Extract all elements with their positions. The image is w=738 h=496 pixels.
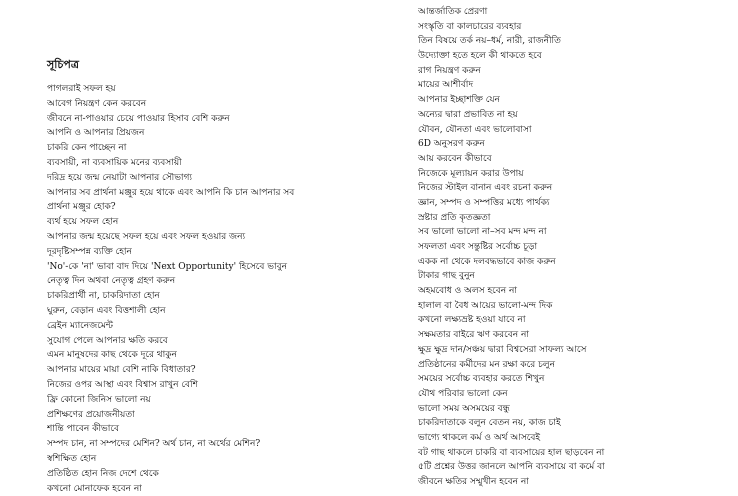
toc-item[interactable]: উদ্যোক্তা হতে হলে কী থাকতে হবে bbox=[418, 51, 542, 62]
toc-item[interactable]: স্রষ্টার প্রতি কৃতজ্ঞতা bbox=[418, 212, 491, 223]
toc-item[interactable]: দূরদৃষ্টিসম্পন্ন ব্যক্তি হোন bbox=[47, 246, 132, 257]
toc-item[interactable]: আপনি ও আপনার প্রিয়জন bbox=[47, 128, 145, 139]
toc-item[interactable]: ঘুরুন, বেড়ান এবং বিত্তশালী হোন bbox=[47, 305, 166, 316]
toc-item[interactable]: সক্ষমতার বাইরে ঋণ করবেন না bbox=[418, 330, 529, 341]
toc-item[interactable]: নিজেকে মূল্যায়ন করার উপায় bbox=[418, 168, 524, 179]
toc-item[interactable]: জ্ঞান, সম্পদ ও সম্পত্তির মধ্যে পার্থক্য bbox=[418, 197, 550, 208]
toc-item[interactable]: আপনার জন্ম হয়েছে সফল হয়ে এবং সফল হওয়ার জন্য bbox=[47, 231, 246, 242]
toc-item[interactable]: হালাল বা বৈধ আয়ের ভালো-মন্দ দিক bbox=[418, 300, 553, 311]
toc-item[interactable]: কখনো লক্ষ্যভ্রষ্ট হওয়া যাবে না bbox=[418, 315, 526, 326]
toc-item[interactable]: ৫টি প্রশ্নের উত্তর জানলে আপনি ব্যবসায়ে বা কর্মে বা bbox=[418, 462, 605, 473]
toc-item[interactable]: আয় করবেন কীভাবে bbox=[418, 153, 492, 164]
toc-item[interactable]: ফ্রি কোনো জিনিস ভালো নয় bbox=[47, 394, 151, 405]
toc-item[interactable]: তিন বিষয়ে তর্ক নয়–ধর্ম, নারী, রাজনীতি bbox=[418, 36, 561, 47]
toc-item[interactable]: শান্তি পাবেন কীভাবে bbox=[47, 424, 119, 435]
toc-item[interactable]: প্রতিষ্ঠানের কর্মীদের মন রক্ষা করে চলুন bbox=[418, 359, 555, 370]
toc-item[interactable]: 6D অনুসরণ করুন bbox=[418, 139, 485, 150]
toc-item[interactable]: যৌথ পরিবার ভালো কেন bbox=[418, 388, 508, 399]
toc-item[interactable]: অহমবোধ ও অলস হবেন না bbox=[418, 286, 518, 297]
toc-item[interactable]: জীবনে ক্ষতির সম্মুখীন হবেন না bbox=[418, 477, 529, 487]
toc-item[interactable]: সফলতা এবং সন্তুষ্টির সর্বোচ্চ চূড়া bbox=[418, 242, 538, 252]
toc-item[interactable]: প্রার্থনা মঞ্জুর হোক? bbox=[47, 202, 116, 213]
toc-item[interactable]: নিজের স্টাইল বানান এবং রচনা করুন bbox=[418, 183, 553, 194]
toc-item[interactable]: রাগ নিয়ন্ত্রণ করুন bbox=[418, 65, 481, 76]
toc-item[interactable]: কখনো মোনাফেক হবেন না bbox=[47, 483, 142, 494]
toc-item[interactable]: বট গাছ থাকলে চাকরি বা ব্যবসায়ের হাল ছাড়বেন না bbox=[418, 447, 605, 458]
toc-item[interactable]: আবেগ নিয়ন্ত্রণ কেন করবেন bbox=[47, 98, 147, 109]
toc-item[interactable]: ব্যবসায়ী, না ব্যবসায়িক মনের ব্যবসায়ী bbox=[47, 157, 182, 168]
toc-item[interactable]: আপনার মায়ের মায়া বেশি নাকি বিধাতার? bbox=[47, 365, 196, 376]
table-of-contents-title: সূচিপত্র bbox=[47, 58, 79, 71]
toc-item[interactable]: চাকরি কেন পাচ্ছেন না bbox=[47, 143, 127, 154]
toc-item[interactable]: অন্যের দ্বারা প্রভাবিত না হয় bbox=[418, 109, 518, 120]
toc-item[interactable]: সুযোগ পেলে আপনার ক্ষতি করবে bbox=[47, 335, 168, 346]
toc-item[interactable]: পাগলরাই সফল হয় bbox=[47, 84, 116, 94]
toc-item[interactable]: আন্তর্জাতিক প্রেরণা bbox=[418, 7, 488, 17]
toc-item[interactable]: স্বশিক্ষিত হোন bbox=[47, 453, 97, 464]
toc-item[interactable]: প্রতিষ্ঠিত হোন নিজ দেশে থেকে bbox=[47, 468, 159, 479]
toc-item[interactable]: সময়ের সর্বোচ্চ ব্যবহার করতে শিখুন bbox=[418, 374, 545, 385]
toc-item[interactable]: জীবনে না-পাওয়ার চেয়ে পাওয়ার হিসাব বেশি করুন bbox=[47, 113, 230, 124]
toc-item[interactable]: আপনার সব প্রার্থনা মঞ্জুর হয়ে থাকে এবং আপনি কি চান আপনার সব bbox=[47, 187, 295, 198]
toc-right-column bbox=[418, 5, 730, 490]
toc-item[interactable]: আপনার ইচ্ছাশক্তি যেন bbox=[418, 95, 500, 106]
toc-item[interactable]: ভালো সময় অসময়ের বন্ধু bbox=[418, 403, 510, 414]
toc-item[interactable]: সংস্কৃতি বা কালচারের ব্যবহার bbox=[418, 21, 522, 32]
toc-item[interactable]: ব্যর্থ হয়ে সফল হোন bbox=[47, 217, 119, 228]
toc-item[interactable]: চাকরিপ্রার্থী না, চাকরিদাতা হোন bbox=[47, 291, 160, 302]
toc-item[interactable]: ক্ষুদ্র ক্ষুদ্র দান/সঞ্চয় দ্বারা বিশ্বসেরা সাফল্য আসে bbox=[418, 344, 587, 355]
toc-item[interactable]: চাকরিদাতাকে বলুন বেতন নয়, কাজ চাই bbox=[418, 418, 561, 429]
toc-item[interactable]: যৌবন, যৌনতা এবং ভালোবাসা bbox=[418, 124, 532, 135]
toc-item[interactable]: মায়ের আশীর্বাদ bbox=[418, 80, 474, 91]
toc-item[interactable]: একক না থেকে দলবদ্ধভাবে কাজ করুন bbox=[418, 256, 556, 267]
toc-item[interactable]: টাকার গাছ বুনুন bbox=[418, 271, 475, 282]
toc-item[interactable]: নিজের ওপর আস্থা এবং বিশ্বাস রাখুন বেশি bbox=[47, 379, 198, 390]
toc-item[interactable]: ভাগ্যে থাকলে কর্ম ও অর্থ আসবেই bbox=[418, 432, 541, 443]
toc-left-column bbox=[47, 82, 337, 496]
toc-item[interactable]: ব্রেইন ম্যানেজমেন্ট bbox=[47, 320, 113, 331]
toc-item[interactable]: দরিদ্র হয়ে জন্ম নেয়াটা আপনার সৌভাগ্য bbox=[47, 172, 193, 183]
toc-item[interactable]: 'No'-কে 'না' ভাবা বাদ দিয়ে 'Next Opportunity' হিসেবে ভাবুন bbox=[47, 261, 287, 272]
toc-item[interactable]: সম্পদ চান, না সম্পদের মেশিন? অর্থ চান, না অর্থের মেশিন? bbox=[47, 439, 261, 450]
toc-item[interactable]: প্রশিক্ষণের প্রয়োজনীয়তা bbox=[47, 409, 135, 420]
toc-item[interactable]: সব ভালো ভালো না–সব মন্দ মন্দ না bbox=[418, 227, 547, 238]
toc-item[interactable]: এমন মানুষদের কাছ থেকে দূরে থাকুন bbox=[47, 350, 177, 361]
toc-item[interactable]: নেতৃত্ব দিন অথবা নেতৃত্ব গ্রহণ করুন bbox=[47, 276, 176, 287]
